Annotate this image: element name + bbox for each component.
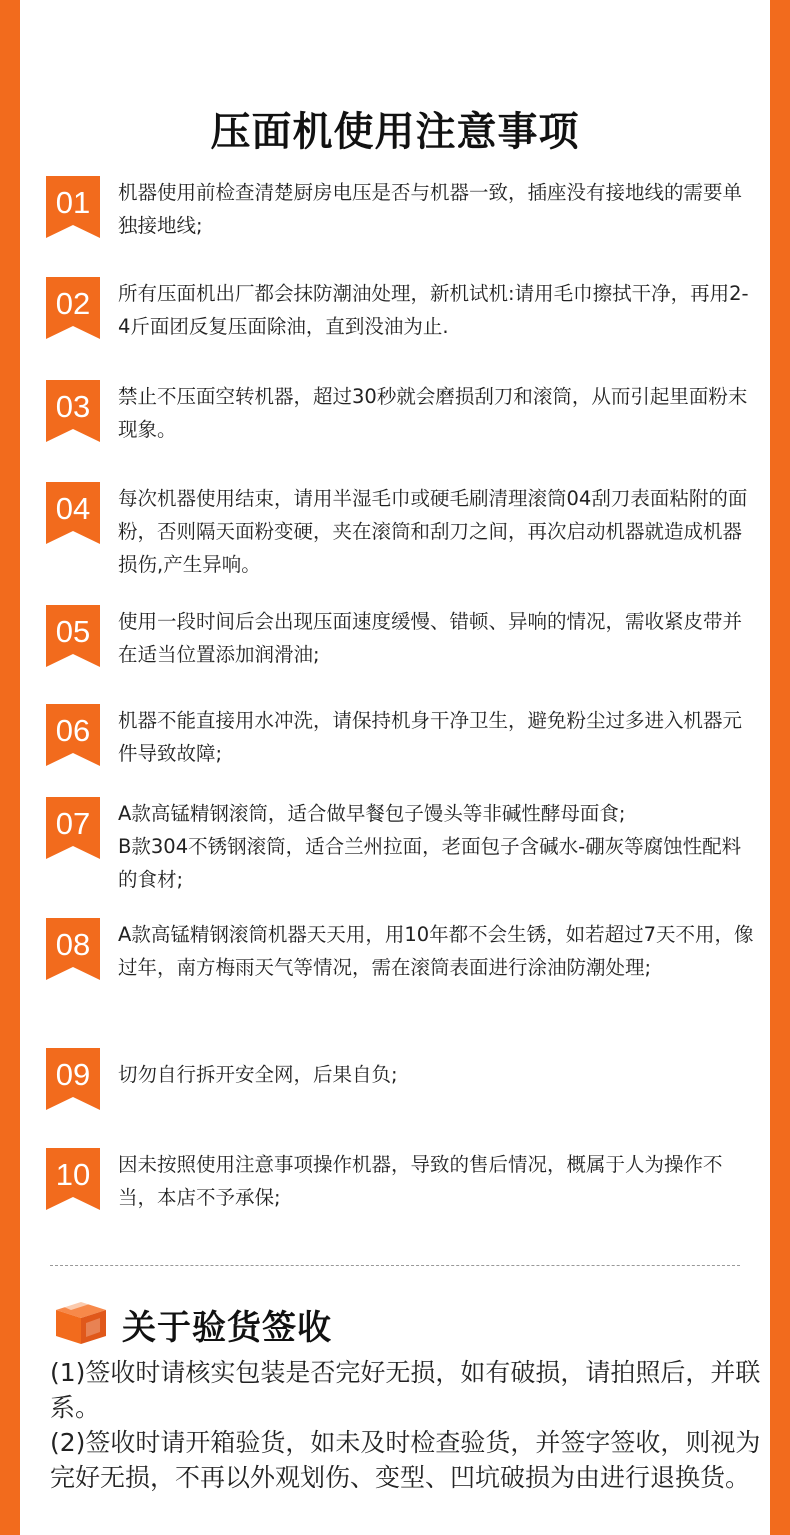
right-frame-border — [770, 0, 790, 1535]
badge-number: 04 — [55, 491, 91, 526]
notice-text: 因未按照使用注意事项操作机器，导致的售后情况，概属于人为操作不当，本店不予承保; — [118, 1153, 723, 1209]
number-badge — [46, 277, 100, 339]
number-badge — [46, 380, 100, 442]
page-title: 压面机使用注意事项 — [210, 109, 580, 155]
badge-number: 06 — [55, 713, 91, 748]
badge-number: 03 — [55, 389, 91, 424]
notice-text: 机器不能直接用水冲洗，请保持机身干净卫生，避免粉尘过多进入机器元件导致故障; — [118, 709, 743, 765]
number-badge — [46, 918, 100, 980]
number-badge — [46, 704, 100, 766]
notice-text: A款高锰精钢滚筒机器天天用，用10年都不会生锈，如若超过7天不用，像过年，南方梅雨天气等情况，需在滚筒表面进行涂油防潮处理; — [118, 923, 754, 979]
badge-number: 02 — [55, 286, 91, 321]
box-icon — [52, 1296, 110, 1346]
notice-text: 机器使用前检查清楚厨房电压是否与机器一致，插座没有接地线的需要单独接地线; — [118, 181, 743, 237]
receipt-line: (1)签收时请核实包装是否完好无损，如有破损，请拍照后，并联系。 — [50, 1358, 761, 1422]
number-badge — [46, 1048, 100, 1110]
notice-text: 所有压面机出厂都会抹防潮油处理，新机试机:请用毛巾擦拭干净，再用2-4斤面团反复压面除油，直到没油为止. — [118, 282, 749, 338]
badge-number: 08 — [55, 927, 91, 962]
notice-text: 切勿自行拆开安全网，后果自负; — [118, 1063, 398, 1086]
notice-text: 禁止不压面空转机器，超过30秒就会磨损刮刀和滚筒，从而引起里面粉末现象。 — [118, 385, 748, 441]
receipt-title: 关于验货签收 — [122, 1308, 332, 1348]
badge-number: 07 — [55, 806, 91, 841]
notice-text: 使用一段时间后会出现压面速度缓慢、错顿、异响的情况，需收紧皮带并在适当位置添加润滑油; — [118, 610, 743, 666]
receipt-line: (2)签收时请开箱验货，如未及时检查验货，并签字签收，则视为完好无损，不再以外观划伤、变型、凹坑破损为由进行退换货。 — [50, 1428, 761, 1492]
number-badge — [46, 1148, 100, 1210]
number-badge — [46, 176, 100, 238]
badge-number: 10 — [55, 1157, 91, 1192]
number-badge — [46, 605, 100, 667]
notice-text: 每次机器使用结束，请用半湿毛巾或硬毛刷清理滚筒04刮刀表面粘附的面粉，否则隔天面粉变硬，夹在滚筒和刮刀之间，再次启动机器就造成机器损伤,产生异响。 — [118, 487, 748, 576]
number-badge — [46, 797, 100, 859]
left-frame-border — [0, 0, 20, 1535]
receipt-body — [50, 1355, 770, 1495]
badge-number: 05 — [55, 614, 91, 649]
badge-number: 09 — [55, 1057, 91, 1092]
badge-number: 01 — [55, 185, 91, 220]
number-badge — [46, 482, 100, 544]
dashed-divider — [50, 1265, 740, 1266]
notice-text: A款高锰精钢滚筒，适合做早餐包子馒头等非碱性酵母面食; B款304不锈钢滚筒，适合兰州拉面，老面包子含碱水-硼灰等腐蚀性配料的食材; — [118, 802, 742, 891]
